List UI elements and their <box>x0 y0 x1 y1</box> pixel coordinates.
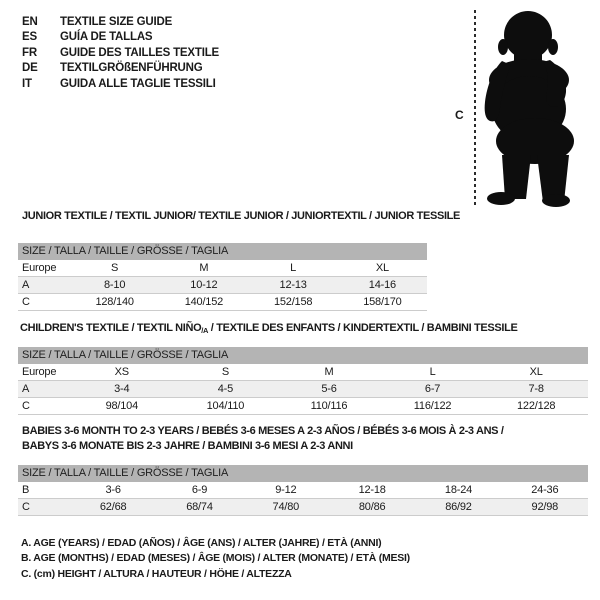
language-row <box>22 61 219 76</box>
childrens-section-title <box>20 322 517 337</box>
size-cell: S <box>111 262 119 274</box>
row-label: B <box>22 484 30 496</box>
table-row-age-years <box>18 381 588 398</box>
row-label: C <box>22 501 30 513</box>
language-title: TEXTILE SIZE GUIDE <box>60 16 173 28</box>
height-cell: 74/80 <box>272 501 300 513</box>
size-cell: M <box>199 262 209 274</box>
table-row-europe <box>18 364 588 381</box>
title-text: / TEXTILE DES ENFANTS / KINDERTEXTIL / BAMBINI TESSILE <box>208 322 518 334</box>
language-code: FR <box>22 46 37 59</box>
age-cell: 10-12 <box>190 279 218 291</box>
height-cell: 116/122 <box>413 400 452 412</box>
childrens-size-table <box>18 347 588 415</box>
size-cell: M <box>324 366 334 378</box>
age-cell: 3-6 <box>105 484 121 496</box>
height-cell: 110/116 <box>310 400 348 412</box>
babies-section-title <box>22 424 504 454</box>
language-code: ES <box>22 31 37 44</box>
legend-notes <box>21 536 410 582</box>
age-cell: 5-6 <box>321 383 337 395</box>
baby-silhouette-icon <box>480 7 579 208</box>
height-cell: 62/68 <box>99 501 127 513</box>
height-cell: 80/86 <box>358 501 386 513</box>
height-cell: 158/170 <box>363 296 402 308</box>
age-cell: 6-7 <box>424 383 441 395</box>
table-row-age-years <box>18 277 427 294</box>
language-title: GUÍA DE TALLAS <box>60 31 153 44</box>
title-subscript: /A <box>201 326 209 335</box>
note-age-years: A. AGE (YEARS) / EDAD (AÑOS) / ÂGE (ANS) / ALTER (JAHRE) / ETÀ (ANNI) <box>21 537 382 549</box>
language-row <box>22 46 219 61</box>
height-cell: 128/140 <box>95 296 134 308</box>
age-cell: 12-13 <box>279 279 307 291</box>
age-cell: 18-24 <box>444 484 473 496</box>
height-cell: 98/104 <box>105 400 139 412</box>
size-cell: XS <box>114 366 129 378</box>
height-cell: 86/92 <box>445 501 472 513</box>
row-label: Europe <box>22 366 57 378</box>
junior-size-table <box>18 243 427 311</box>
height-measure-label: C <box>455 108 464 122</box>
size-cell: XL <box>529 366 543 378</box>
age-cell: 14-16 <box>368 279 396 291</box>
row-label: C <box>22 400 30 412</box>
height-cell: 68/74 <box>186 501 213 513</box>
height-cell: 152/158 <box>273 296 313 308</box>
title-line-1: BABIES 3-6 MONTH TO 2-3 YEARS / BEBÉS 3-6 MESES A 2-3 AÑOS / BÉBÉS 3-6 MOIS À 2-3 ANS / <box>22 425 504 437</box>
size-cell: L <box>290 262 297 274</box>
language-title: TEXTILGRÖßENFÜHRUNG <box>60 62 203 75</box>
size-cell: XL <box>375 262 389 274</box>
language-row <box>22 15 219 30</box>
size-header-row: SIZE / TALLA / TAILLE / GRÖSSE / TAGLIA <box>18 243 427 260</box>
size-header-row: SIZE / TALLA / TAILLE / GRÖSSE / TAGLIA <box>18 347 588 364</box>
table-row-europe <box>18 260 427 277</box>
age-cell: 6-9 <box>191 484 208 496</box>
age-cell: 7-8 <box>528 383 544 395</box>
size-header-row: SIZE / TALLA / TAILLE / GRÖSSE / TAGLIA <box>18 465 588 482</box>
table-row-height <box>18 398 588 415</box>
size-cell: L <box>429 366 436 378</box>
language-code: DE <box>22 62 38 75</box>
note-height-cm: C. (cm) HEIGHT / ALTURA / HAUTEUR / HÖHE / ALTEZZA <box>21 567 292 580</box>
row-label: Europe <box>22 262 57 274</box>
babies-size-table <box>18 465 588 516</box>
row-label: A <box>22 383 30 395</box>
language-row <box>22 30 219 45</box>
size-cell: S <box>221 366 229 378</box>
age-cell: 4-5 <box>217 383 234 395</box>
language-title-list <box>22 15 219 92</box>
row-label: A <box>22 279 30 291</box>
age-cell: 24-36 <box>531 484 559 496</box>
language-title: GUIDE DES TAILLES TEXTILE <box>60 46 219 59</box>
height-cell: 104/110 <box>206 400 245 412</box>
junior-section-title: JUNIOR TEXTILE / TEXTIL JUNIOR/ TEXTILE JUNIOR / JUNIORTEXTIL / JUNIOR TESSILE <box>22 210 461 222</box>
title-text: CHILDREN'S TEXTILE / TEXTIL NIÑO <box>20 322 202 334</box>
row-label: C <box>22 296 30 308</box>
height-measure-line <box>474 10 476 206</box>
language-code: IT <box>22 77 32 90</box>
table-row-age-months <box>18 482 588 499</box>
language-row <box>22 77 219 92</box>
age-cell: 8-10 <box>104 279 126 291</box>
height-cell: 122/128 <box>516 400 556 412</box>
age-cell: 12-18 <box>358 484 386 496</box>
language-code: EN <box>22 16 38 28</box>
note-age-months: B. AGE (MONTHS) / EDAD (MESES) / ÂGE (MOIS) / ALTER (MONATE) / ETÀ (MESI) <box>21 552 410 565</box>
age-cell: 3-4 <box>114 383 130 395</box>
title-line-2: BABYS 3-6 MONATE BIS 2-3 JAHRE / BAMBINI 3-6 MESI A 2-3 ANNI <box>22 440 353 452</box>
height-cell: 140/152 <box>184 296 224 308</box>
age-cell: 9-12 <box>275 484 297 496</box>
language-title: GUIDA ALLE TAGLIE TESSILI <box>60 77 216 90</box>
table-row-height <box>18 499 588 516</box>
height-cell: 92/98 <box>531 501 559 513</box>
table-row-height <box>18 294 427 311</box>
